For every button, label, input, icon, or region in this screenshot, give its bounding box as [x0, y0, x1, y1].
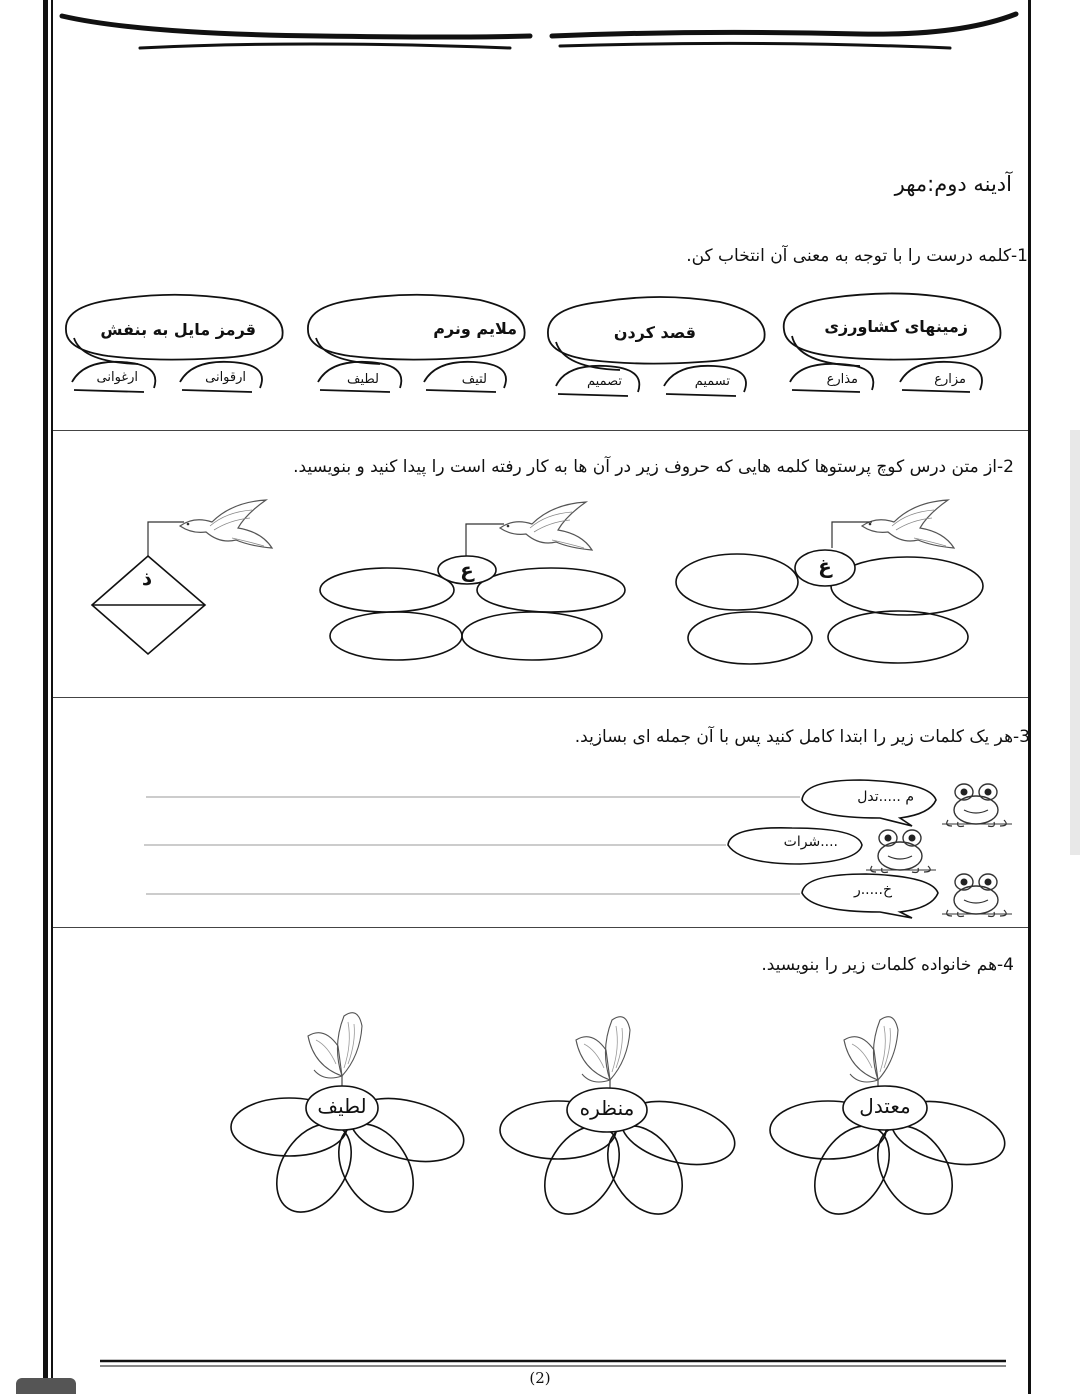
q1-option[interactable]: مزارع [934, 372, 966, 387]
q1-option[interactable]: لطیف [346, 372, 379, 387]
q2-letter: ذ [141, 566, 153, 590]
section-divider [53, 697, 1028, 698]
q1-meaning: قرمز مایل به بنفش [100, 320, 256, 339]
q3-word: ....شرات [783, 834, 838, 850]
q4-instruction: 4-هم خانواده کلمات زیر را بنویسید. [761, 955, 1014, 975]
q1-option[interactable]: مذارع [826, 372, 858, 387]
q2-letter: غ [818, 554, 832, 578]
bird-icon [862, 500, 954, 548]
q1-option[interactable]: تصمیم [587, 374, 622, 389]
q1-meaning: زمینهای کشاورزی [824, 317, 968, 336]
q1-instruction: 1-کلمه درست را با توجه به معنی آن انتخاب کن. [686, 246, 1028, 266]
section-divider [53, 430, 1028, 431]
q1-meaning: قصد کردن [613, 323, 696, 342]
q4-word: لطیف [317, 1094, 367, 1118]
q3-instruction: 3-هر یک کلمات زیر را ابتدا کامل کنید پس با آن جمله ای بسازید. [574, 727, 1030, 747]
q1-meaning: ملایم ونرم [433, 319, 517, 338]
page-title: آدینه دوم:مهر [894, 172, 1012, 196]
q1-option[interactable]: لتیف [461, 372, 487, 387]
q1-option[interactable]: ارقوانی [205, 370, 246, 385]
q3-word: خ.....ر [853, 882, 892, 898]
q2-letter: ع [460, 558, 474, 582]
q3-word: م .....تدل [857, 789, 914, 805]
q1-option[interactable]: تسمیم [694, 374, 730, 389]
q4-word: منظره [579, 1096, 635, 1120]
q4-word: معتدل [859, 1094, 911, 1118]
frog-icon [942, 784, 1012, 827]
q2-instruction: 2-از متن درس کوچ پرستوها کلمه هایی که حروف زیر در آن ها به کار رفته است را پیدا کنید و بنویسید. [293, 457, 1014, 477]
page-number: (2) [529, 1369, 551, 1387]
bird-icon [180, 500, 272, 548]
q1-option[interactable]: ارغوانی [96, 370, 138, 385]
bird-icon [500, 502, 592, 550]
frog-icon [942, 874, 1012, 917]
section-divider [53, 927, 1028, 928]
frog-icon [866, 830, 936, 873]
